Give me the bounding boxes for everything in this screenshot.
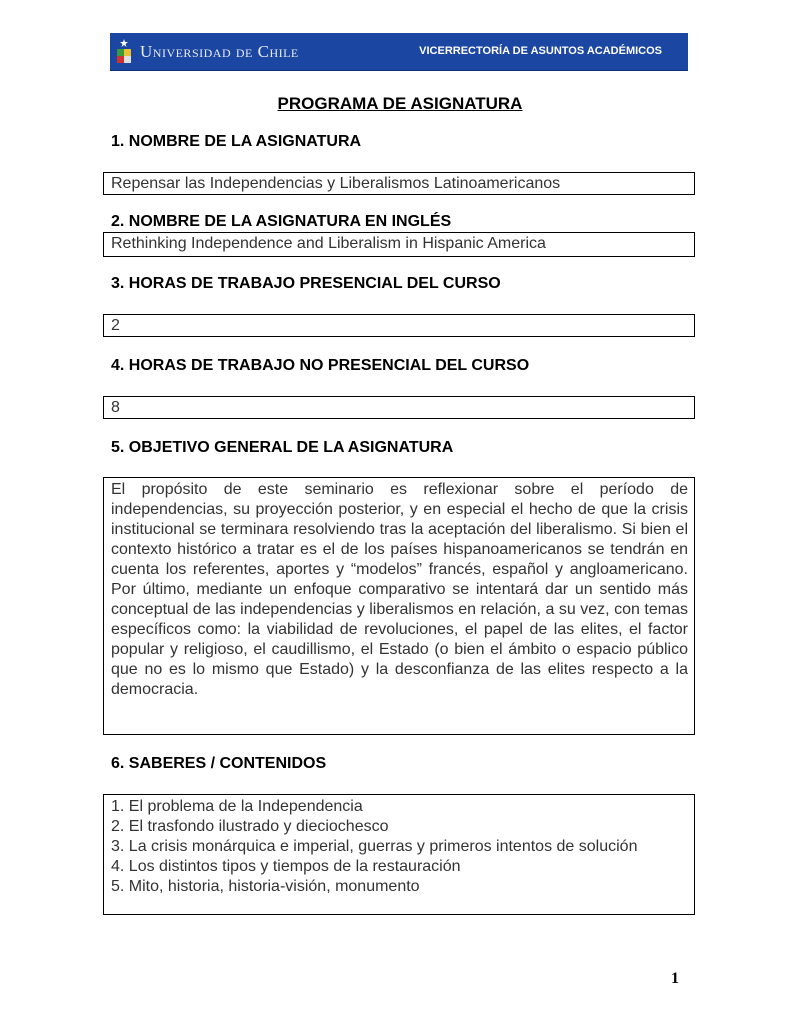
course-name-box [103, 172, 695, 195]
page-title: PROGRAMA DE ASIGNATURA [277, 94, 523, 113]
course-name-english: Rethinking Independence and Liberalism in Hispanic America [111, 235, 546, 252]
list-item: 2. El trasfondo ilustrado y dieciochesco [111, 818, 389, 835]
course-name: Repensar las Independencias y Liberalismos Latinoamericanos [111, 175, 561, 192]
general-objective: El propósito de este seminario es reflexionar sobre el período de independencias, su proyección posterior, y en especial el hecho de que la crisis institucional se terminara resolviendo tras la aceptación del liberalismo. Si bien el contexto histórico a tratar es el de los países hispanoamericanos se tendrán en cuenta los referentes, aportes y “modelos” francés, español y angloamericano. Por último, mediante un enfoque comparativo se intentará dar un sentido más conceptual de las independencias y liberalismos en relación, a su vez, con temas específicos como: la viabilidad de revoluciones, el papel de las elites, el factor popular y religioso, el caudillismo, el Estado (o bien el ámbito o espacio público que no es lo mismo que Estado) y la desconfianza de las elites respecto a la democracia. [103, 477, 695, 735]
section-heading: 3. HORAS DE TRABAJO PRESENCIAL DEL CURSO [111, 275, 501, 292]
list-item: 1. El problema de la Independencia [111, 798, 363, 815]
page-number: 1 [671, 970, 679, 987]
list-item: 5. Mito, historia, historia-visión, monumento [111, 878, 420, 895]
contents-list [103, 794, 695, 915]
section-heading: 2. NOMBRE DE LA ASIGNATURA EN INGLÉS [111, 213, 452, 230]
course-name-english-box [103, 232, 695, 257]
independent-hours: 8 [111, 399, 120, 416]
university-crest-icon [116, 39, 132, 65]
section-heading: 4. HORAS DE TRABAJO NO PRESENCIAL DEL CURSO [111, 357, 530, 374]
contact-hours: 2 [111, 317, 120, 334]
section-heading: 5. OBJETIVO GENERAL DE LA ASIGNATURA [111, 439, 454, 456]
section-heading: 1. NOMBRE DE LA ASIGNATURA [111, 133, 362, 150]
header-banner [110, 33, 688, 71]
independent-hours-box [103, 396, 695, 419]
contact-hours-box [103, 314, 695, 337]
list-item: 3. La crisis monárquica e imperial, guerras y primeros intentos de solución [111, 838, 638, 855]
section-heading: 6. SABERES / CONTENIDOS [111, 755, 327, 772]
university-name: Universidad de Chile [140, 42, 299, 61]
office-name: VICERRECTORÍA DE ASUNTOS ACADÉMICOS [419, 45, 662, 57]
list-item: 4. Los distintos tipos y tiempos de la restauración [111, 858, 461, 875]
